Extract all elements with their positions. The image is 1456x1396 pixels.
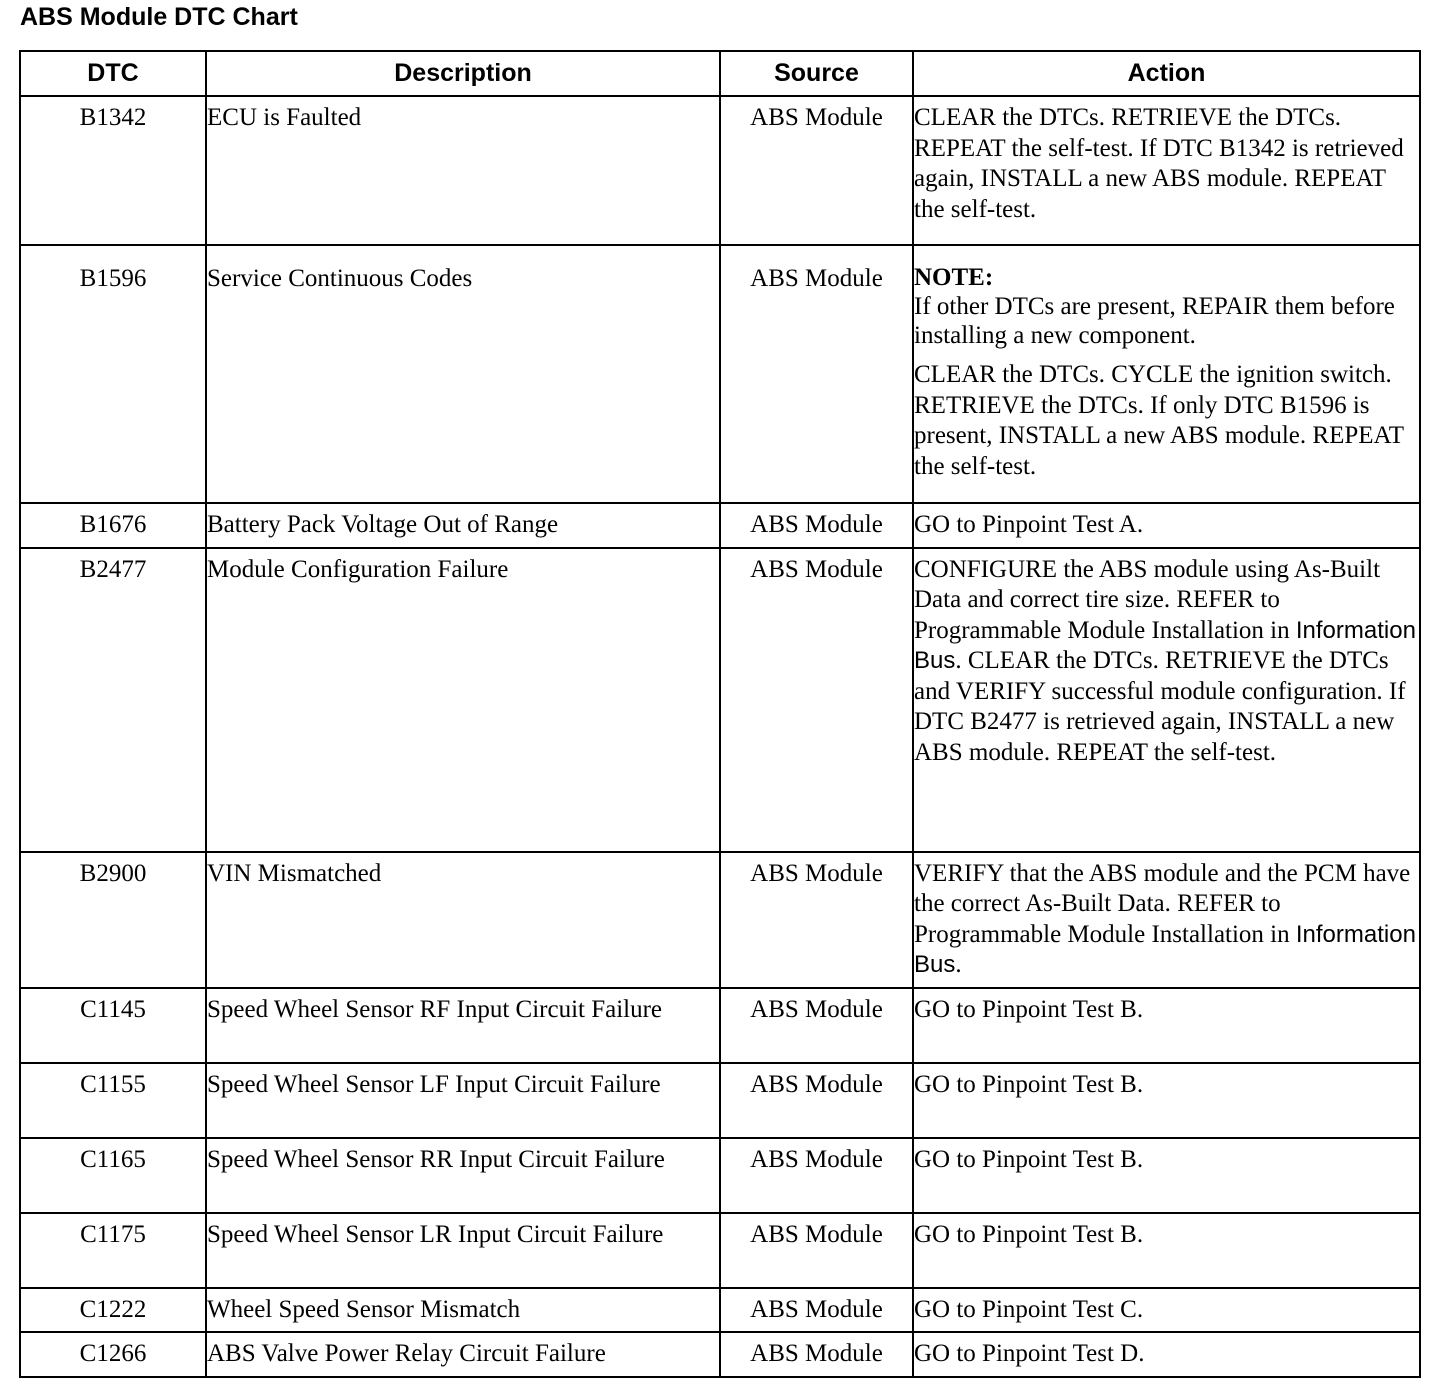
action-text: CLEAR the DTCs. CYCLE the ignition switch. RETRIEVE the DTCs. If only DTC B1596 is present, INSTALL a new ABS module. REPEAT the self-test.: [914, 361, 1404, 480]
dtc-source: ABS Module: [720, 1332, 913, 1377]
dtc-source: ABS Module: [720, 96, 913, 245]
dtc-action: GO to Pinpoint Test D.: [913, 1332, 1420, 1377]
dtc-code: B1676: [20, 503, 206, 548]
dtc-code: B2900: [20, 852, 206, 988]
dtc-code: B1342: [20, 96, 206, 245]
dtc-description: ABS Valve Power Relay Circuit Failure: [206, 1332, 720, 1377]
dtc-description: Speed Wheel Sensor LF Input Circuit Failure: [206, 1063, 720, 1138]
dtc-description: Speed Wheel Sensor RR Input Circuit Failure: [206, 1138, 720, 1213]
dtc-code: C1266: [20, 1332, 206, 1377]
dtc-table: [19, 50, 1421, 1378]
dtc-code: C1155: [20, 1063, 206, 1138]
dtc-description: Module Configuration Failure: [206, 548, 720, 852]
dtc-code: C1165: [20, 1138, 206, 1213]
dtc-source: ABS Module: [720, 1063, 913, 1138]
dtc-code: B1596: [20, 245, 206, 503]
note-label: NOTE:: [914, 264, 994, 291]
dtc-source: ABS Module: [720, 503, 913, 548]
dtc-code: C1222: [20, 1288, 206, 1333]
dtc-action: [913, 852, 1420, 988]
dtc-description: VIN Mismatched: [206, 852, 720, 988]
dtc-action: [913, 245, 1420, 503]
note-text: If other DTCs are present, REPAIR them before installing a new component.: [914, 293, 1395, 349]
header-source: Source: [720, 51, 913, 96]
dtc-source: ABS Module: [720, 548, 913, 852]
table-row: [20, 1138, 1420, 1213]
header-action: Action: [913, 51, 1420, 96]
table-row: [20, 548, 1420, 852]
dtc-action: CLEAR the DTCs. RETRIEVE the DTCs. REPEAT the self-test. If DTC B1342 is retrieved again, INSTALL a new ABS module. REPEAT the self-test.: [913, 96, 1420, 245]
dtc-code: B2477: [20, 548, 206, 852]
table-row: [20, 1213, 1420, 1288]
dtc-code: C1175: [20, 1213, 206, 1288]
table-row: [20, 96, 1420, 245]
action-text-after: . CLEAR the DTCs. RETRIEVE the DTCs and VERIFY successful module configuration. If DTC B2477 is retrieved again, INSTALL a new ABS module. REPEAT the self-test.: [914, 647, 1406, 766]
dtc-description: Battery Pack Voltage Out of Range: [206, 503, 720, 548]
dtc-code: C1145: [20, 988, 206, 1063]
header-description: Description: [206, 51, 720, 96]
table-row: [20, 503, 1420, 548]
action-text-before: VERIFY that the ABS module and the PCM have the correct As-Built Data. REFER to Programmable Module Installation in: [914, 859, 1411, 948]
dtc-source: ABS Module: [720, 852, 913, 988]
dtc-source: ABS Module: [720, 1138, 913, 1213]
dtc-description: ECU is Faulted: [206, 96, 720, 245]
header-dtc: DTC: [20, 51, 206, 96]
dtc-action: GO to Pinpoint Test C.: [913, 1288, 1420, 1333]
dtc-source: ABS Module: [720, 1288, 913, 1333]
dtc-description: Speed Wheel Sensor LR Input Circuit Failure: [206, 1213, 720, 1288]
dtc-source: ABS Module: [720, 988, 913, 1063]
dtc-source: ABS Module: [720, 245, 913, 503]
dtc-action: GO to Pinpoint Test B.: [913, 1063, 1420, 1138]
table-row: [20, 1063, 1420, 1138]
dtc-source: ABS Module: [720, 1213, 913, 1288]
table-row: [20, 852, 1420, 988]
table-row: [20, 1332, 1420, 1377]
action-text-after: .: [955, 951, 962, 978]
table-row: [20, 245, 1420, 503]
page-title: ABS Module DTC Chart: [20, 3, 298, 31]
table-row: [20, 1288, 1420, 1333]
dtc-action: [913, 548, 1420, 852]
dtc-action: GO to Pinpoint Test B.: [913, 1213, 1420, 1288]
table-row: [20, 988, 1420, 1063]
dtc-description: Service Continuous Codes: [206, 245, 720, 503]
action-text-before: CONFIGURE the ABS module using As-Built Data and correct tire size. REFER to Programmable Module Installation in: [914, 555, 1381, 644]
dtc-description: Wheel Speed Sensor Mismatch: [206, 1288, 720, 1333]
action-reference: Information Bus: [914, 616, 1416, 674]
header-row: [20, 51, 1420, 96]
dtc-description: Speed Wheel Sensor RF Input Circuit Failure: [206, 988, 720, 1063]
dtc-action: GO to Pinpoint Test B.: [913, 1138, 1420, 1213]
dtc-action: GO to Pinpoint Test B.: [913, 988, 1420, 1063]
action-reference: Information Bus: [914, 920, 1416, 978]
dtc-action: GO to Pinpoint Test A.: [913, 503, 1420, 548]
